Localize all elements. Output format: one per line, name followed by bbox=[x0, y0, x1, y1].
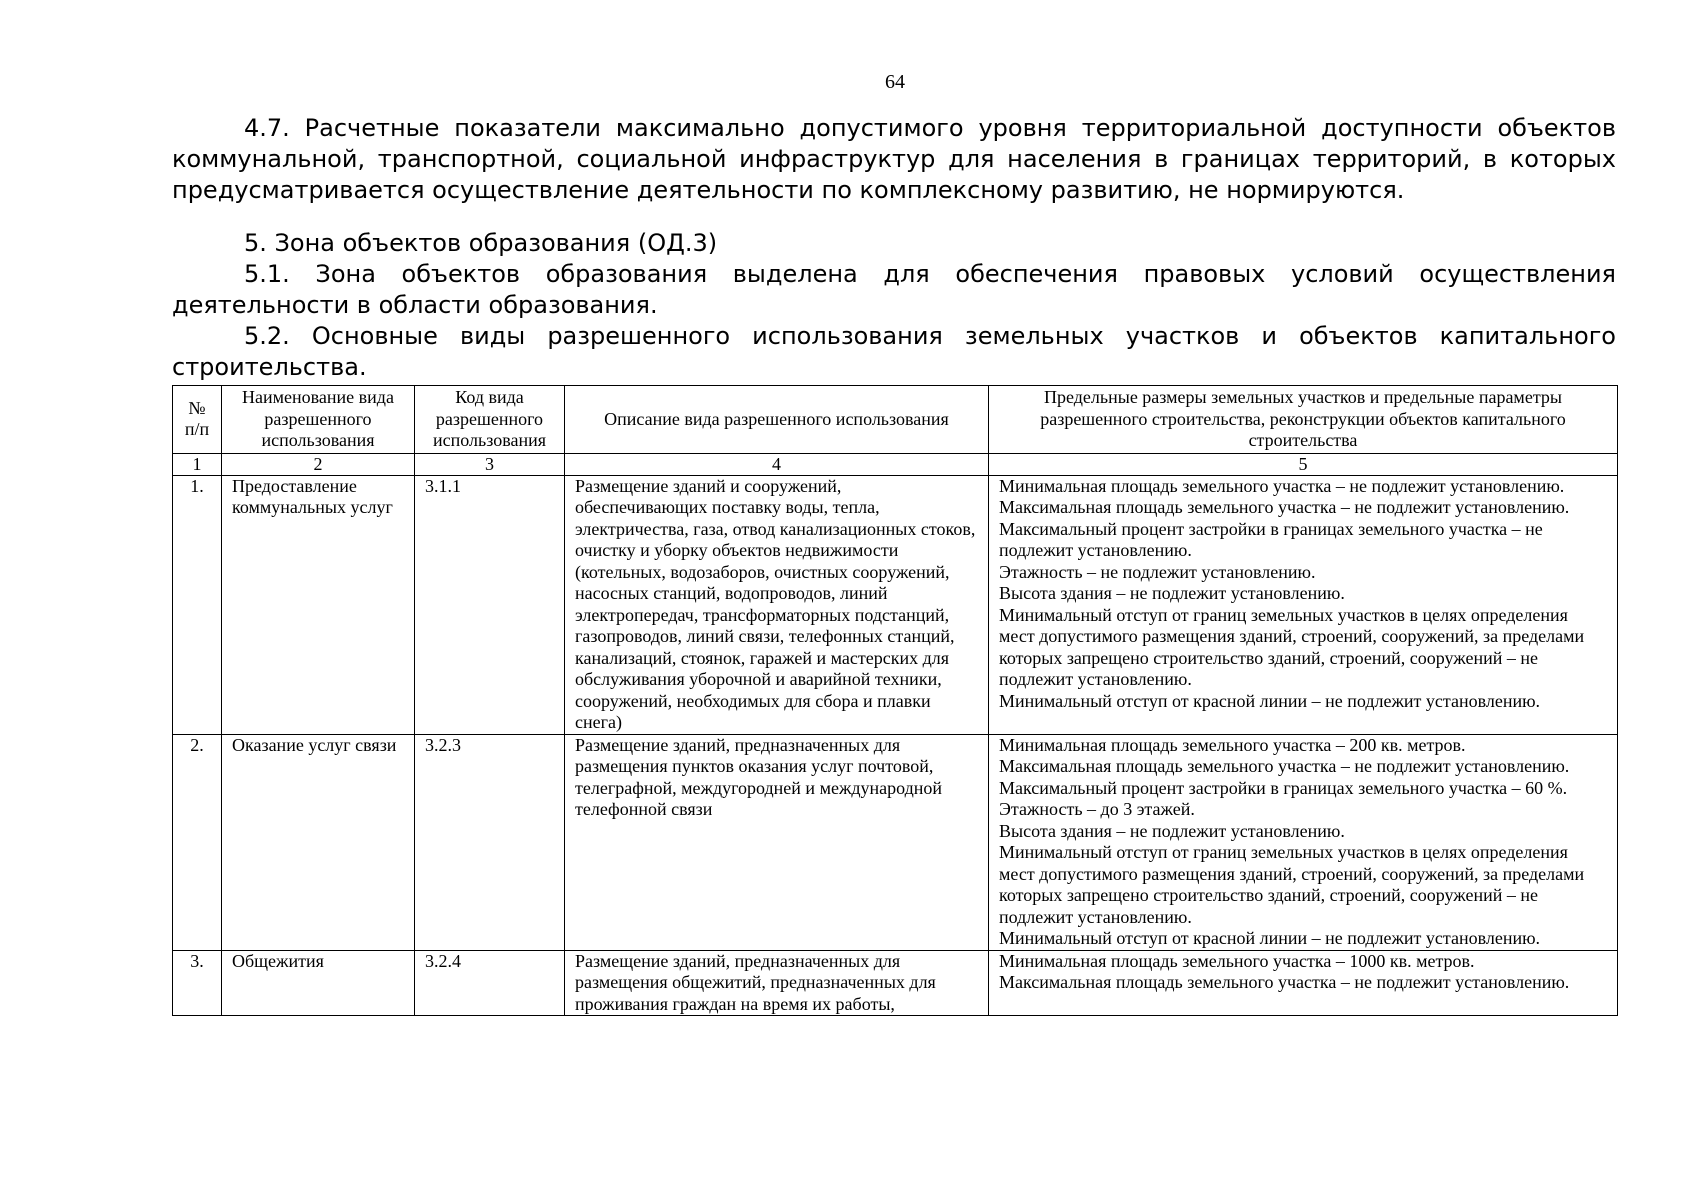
parameter-line: Высота здания – не подлежит установлению. bbox=[999, 583, 1345, 603]
parameter-line: Максимальная площадь земельного участка – не подлежит установлению. bbox=[999, 756, 1570, 776]
parameter-line: Минимальная площадь земельного участка – 1000 кв. метров. bbox=[999, 950, 1475, 971]
document-body-text bbox=[172, 113, 1616, 383]
row-number: 2. bbox=[173, 734, 222, 950]
row-code: 3.2.3 bbox=[415, 734, 565, 950]
land-use-table bbox=[172, 385, 1618, 1016]
header-description: Описание вида разрешенного использования bbox=[565, 386, 989, 454]
paragraph-5-1: 5.1. Зона объектов образования выделена для обеспечения правовых условий осуществления деятельности в области образования. bbox=[172, 260, 1616, 319]
header-code: Код вида разрешенного использования bbox=[415, 386, 565, 454]
parameter-line: Максимальный процент застройки в границах земельного участка – 60 %. bbox=[999, 777, 1568, 798]
parameter-line: Минимальная площадь земельного участка – 200 кв. метров. bbox=[999, 734, 1466, 755]
row-name: Общежития bbox=[222, 950, 415, 1016]
table-header-row bbox=[173, 386, 1618, 454]
row-description: Размещение зданий, предназначенных для размещения общежитий, предназначенных для проживания граждан на время их работы, bbox=[565, 950, 989, 1016]
parameter-line: Минимальная площадь земельного участка – не подлежит установлению. bbox=[999, 475, 1565, 496]
table-row bbox=[173, 734, 1618, 950]
table-row bbox=[173, 950, 1618, 1016]
zone-heading: 5. Зона объектов образования (ОД.3) bbox=[244, 229, 718, 257]
parameter-line: Минимальный отступ от красной линии – не подлежит установлению. bbox=[999, 690, 1541, 711]
header-parameters: Предельные размеры земельных участков и предельные параметры разрешенного строительства, реконструкции объектов капитального строительства bbox=[989, 386, 1618, 454]
column-number: 3 bbox=[415, 453, 565, 475]
page-number: 64 bbox=[885, 71, 905, 93]
row-description: Размещение зданий и сооружений, обеспечивающих поставку воды, тепла, электричества, газа, отвод канализационных стоков, очистку и уборку объектов недвижимости (котельных, водозаборов, очистных сооружений, насосных станций, водопроводов, линий электропередач, трансформаторных подстанций, газопроводов, линий связи, телефонных станций, канализаций, стоянок, гаражей и мастерских для обслуживания уборочной и аварийной техники, сооружений, необходимых для сбора и плавки снега) bbox=[565, 475, 989, 734]
parameter-line: Максимальный процент застройки в границах земельного участка – не подлежит установлению. bbox=[999, 518, 1543, 560]
parameter-line: Высота здания – не подлежит установлению. bbox=[999, 820, 1345, 841]
row-number: 3. bbox=[173, 950, 222, 1016]
row-description: Размещение зданий, предназначенных для размещения пунктов оказания услуг почтовой, телеграфной, междугородней и международной телефонной связи bbox=[565, 734, 989, 950]
row-name: Предоставление коммунальных услуг bbox=[222, 475, 415, 734]
row-code: 3.2.4 bbox=[415, 950, 565, 1016]
row-name: Оказание услуг связи bbox=[222, 734, 415, 950]
parameter-line: Этажность – до 3 этажей. bbox=[999, 799, 1195, 819]
row-code: 3.1.1 bbox=[415, 475, 565, 734]
parameter-line: Минимальный отступ от красной линии – не подлежит установлению. bbox=[999, 928, 1541, 948]
paragraph-5-2: 5.2. Основные виды разрешенного использования земельных участков и объектов капитального строительства. bbox=[172, 322, 1616, 381]
paragraph-gap bbox=[172, 206, 1616, 228]
parameter-line: Минимальный отступ от границ земельных участков в целях определения мест допустимого размещения зданий, строений, сооружений, за пределами которых запрещено строительство зданий, строений, сооружений – не подлежит установлению. bbox=[999, 842, 1585, 927]
column-number-row bbox=[173, 453, 1618, 475]
header-name: Наименование вида разрешенного использования bbox=[222, 386, 415, 454]
paragraph-4-7: 4.7. Расчетные показатели максимально допустимого уровня территориальной доступности объектов коммунальной, транспортной, социальной инфраструктур для населения в границах территорий, в которых предусматривается осуществление деятельности по комплексному развитию, не нормируются. bbox=[172, 114, 1616, 204]
parameter-line: Этажность – не подлежит установлению. bbox=[999, 561, 1316, 582]
row-parameters bbox=[989, 950, 1618, 1016]
table-row bbox=[173, 475, 1618, 734]
row-parameters bbox=[989, 734, 1618, 950]
column-number: 1 bbox=[173, 453, 222, 475]
column-number: 5 bbox=[989, 453, 1618, 475]
parameter-line: Максимальная площадь земельного участка – не подлежит установлению. bbox=[999, 497, 1570, 517]
row-parameters bbox=[989, 475, 1618, 734]
column-number: 4 bbox=[565, 453, 989, 475]
parameter-line: Минимальный отступ от границ земельных участков в целях определения мест допустимого размещения зданий, строений, сооружений, за пределами которых запрещено строительство зданий, строений, сооружений – не подлежит установлению. bbox=[999, 604, 1585, 689]
row-number: 1. bbox=[173, 475, 222, 734]
column-number: 2 bbox=[222, 453, 415, 475]
parameter-line: Максимальная площадь земельного участка – не подлежит установлению. bbox=[999, 972, 1570, 992]
header-number: № п/п bbox=[173, 386, 222, 454]
